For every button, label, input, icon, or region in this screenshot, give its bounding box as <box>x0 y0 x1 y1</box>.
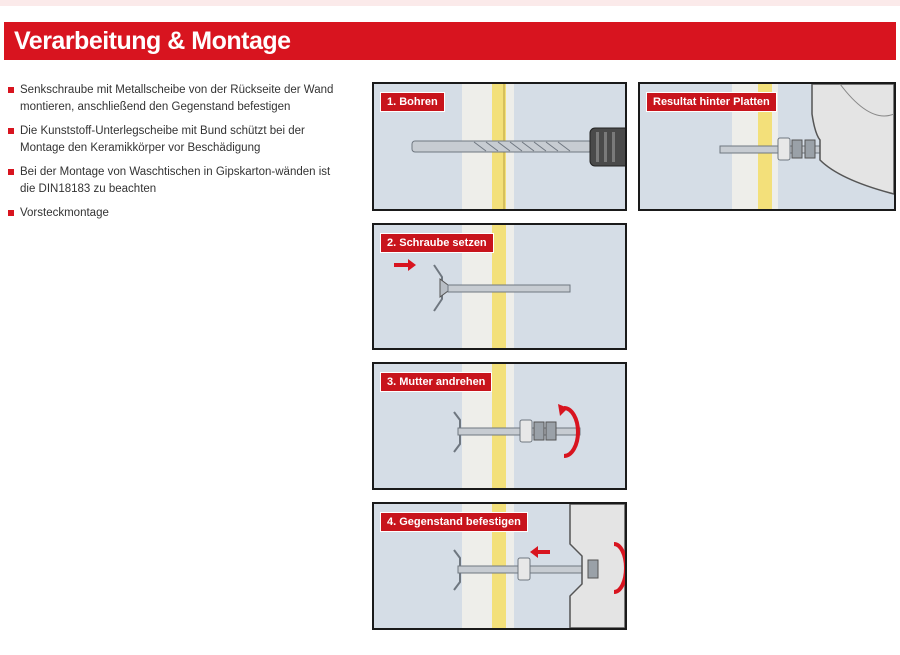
step-4-label: 4. Gegenstand befestigen <box>380 512 528 532</box>
washbasin <box>812 84 894 194</box>
step-2-label: 2. Schraube setzen <box>380 233 494 253</box>
bolt <box>448 285 570 292</box>
bullet-square-icon <box>8 87 14 93</box>
list-item-text: Die Kunststoff-Unterlegscheibe mit Bund schützt bei der Montage den Keramikkörper vor Beschädigung <box>20 125 305 154</box>
page-title: Verarbeitung & Montage <box>14 26 291 55</box>
bullet-square-icon <box>8 210 14 216</box>
nut <box>534 422 544 440</box>
list-item <box>8 164 348 198</box>
list-item-text: Vorsteckmontage <box>20 207 109 219</box>
list-item <box>8 82 348 116</box>
step-3-nut-panel <box>372 362 627 490</box>
list-item-text: Bei der Montage von Waschtischen in Gipskarton-wänden ist die DIN18183 zu beachten <box>20 166 331 195</box>
drill-bit <box>412 141 592 152</box>
bullet-square-icon <box>8 169 14 175</box>
section-header <box>4 22 896 60</box>
step-3-label: 3. Mutter andrehen <box>380 372 492 392</box>
list-item <box>8 205 348 222</box>
result-panel <box>638 82 896 211</box>
instruction-list <box>8 82 348 229</box>
list-item-text: Senkschraube mit Metallscheibe von der Rückseite der Wand montieren, anschließend den Gegenstand befestigen <box>20 84 334 113</box>
result-label: Resultat hinter Platten <box>646 92 777 112</box>
bolt <box>458 428 580 435</box>
step-4-mount-panel <box>372 502 627 630</box>
bullet-square-icon <box>8 128 14 134</box>
arrow-left-icon <box>530 546 550 558</box>
step-1-drilling-panel <box>372 82 627 211</box>
arrow-right-icon <box>394 259 416 271</box>
step-2-screw-panel <box>372 223 627 350</box>
step-1-label: 1. Bohren <box>380 92 445 112</box>
drill-chuck <box>590 128 625 166</box>
list-item <box>8 123 348 157</box>
top-stripe <box>0 0 900 6</box>
